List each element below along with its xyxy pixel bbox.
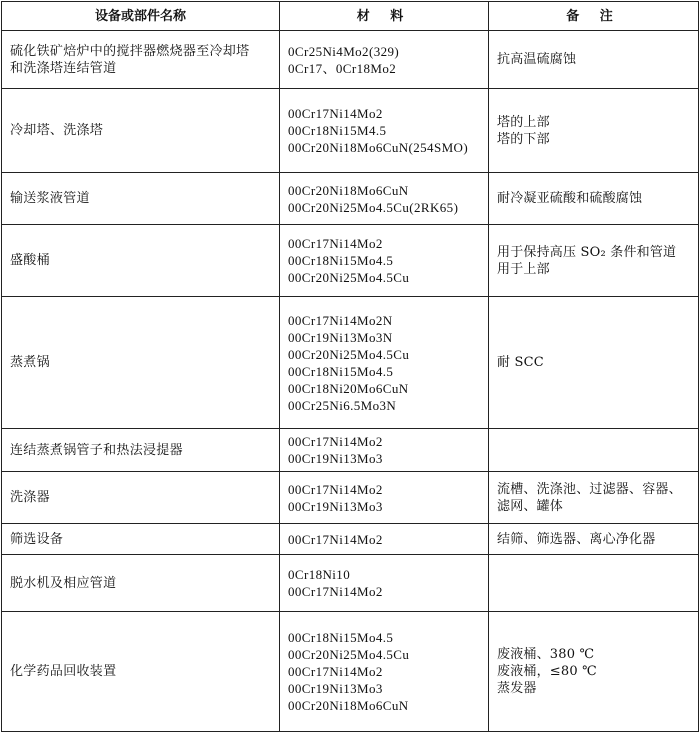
equipment-name-cell bbox=[2, 429, 280, 472]
material-cell-line: 00Cr20Ni18Mo6CuN bbox=[288, 182, 409, 198]
table-row bbox=[2, 31, 699, 89]
note-cell-line: 废液桶，≤80 ℃ bbox=[497, 664, 597, 679]
equipment-name-cell-line: 洗涤器 bbox=[10, 490, 50, 505]
note-cell bbox=[489, 89, 699, 173]
table-row bbox=[2, 297, 699, 429]
equipment-name-cell bbox=[2, 297, 280, 429]
materials-table bbox=[1, 1, 699, 732]
equipment-name-cell bbox=[2, 472, 280, 524]
note-cell bbox=[489, 173, 699, 225]
note-cell-line: 耐 SCC bbox=[497, 355, 544, 370]
material-cell bbox=[280, 173, 489, 225]
note-cell bbox=[489, 429, 699, 472]
note-cell-line: 结筛、筛选器、离心净化器 bbox=[497, 531, 656, 547]
header-row bbox=[2, 2, 699, 31]
material-cell-line: 00Cr20Ni25Mo4.5Cu bbox=[288, 270, 410, 285]
material-cell-line: 00Cr18Ni15Mo4.5 bbox=[288, 253, 394, 268]
note-cell bbox=[489, 225, 699, 297]
material-cell bbox=[280, 89, 489, 173]
equipment-name-cell-line: 冷却塔、洗涤塔 bbox=[10, 123, 104, 138]
material-cell-line: 0Cr18Ni10 bbox=[288, 567, 351, 582]
equipment-name-cell bbox=[2, 173, 280, 225]
material-cell-line: 00Cr17Ni14Mo2 bbox=[288, 106, 383, 121]
note-cell bbox=[489, 524, 699, 555]
material-cell bbox=[280, 524, 489, 555]
note-cell-line: 蒸发器 bbox=[497, 681, 537, 696]
material-cell-line: 00Cr17Ni14Mo2N bbox=[288, 312, 393, 328]
equipment-name-cell bbox=[2, 555, 280, 612]
note-cell-line: 耐冷凝亚硫酸和硫酸腐蚀 bbox=[497, 191, 643, 206]
note-cell bbox=[489, 555, 699, 612]
note-cell-line: 用于上部 bbox=[497, 261, 550, 277]
table-row bbox=[2, 225, 699, 297]
table-row bbox=[2, 89, 699, 173]
equipment-name-cell bbox=[2, 31, 280, 89]
header-material: 材 料 bbox=[280, 2, 489, 31]
note-cell bbox=[489, 31, 699, 89]
material-cell-line: 00Cr25Ni6.5Mo3N bbox=[288, 397, 397, 413]
header-note: 备 注 bbox=[489, 2, 699, 31]
equipment-name-cell-line: 盛酸桶 bbox=[10, 253, 50, 268]
material-cell-line: 0Cr17、0Cr18Mo2 bbox=[288, 60, 397, 76]
material-cell-line: 00Cr18Ni15Mo4.5 bbox=[288, 363, 394, 379]
note-cell bbox=[489, 612, 699, 732]
material-cell bbox=[280, 612, 489, 732]
equipment-name-cell-line: 化学药品回收装置 bbox=[10, 664, 117, 679]
material-cell bbox=[280, 225, 489, 297]
equipment-name-cell-line: 筛选设备 bbox=[10, 531, 64, 547]
equipment-name-cell-line: 硫化铁矿焙炉中的搅拌器燃烧器至冷却塔 bbox=[10, 43, 250, 59]
material-cell-line: 00Cr17Ni14Mo2 bbox=[288, 531, 383, 547]
material-cell-line: 00Cr20Ni18Mo6CuN bbox=[288, 698, 409, 713]
equipment-name-cell-line: 蒸煮锅 bbox=[10, 355, 50, 370]
header-equipment-name: 设备或部件名称 bbox=[2, 2, 280, 31]
note-cell-line: 塔的上部 bbox=[497, 114, 550, 130]
equipment-name-cell-line: 脱水机及相应管道 bbox=[10, 575, 117, 591]
equipment-name-cell bbox=[2, 524, 280, 555]
material-cell-line: 00Cr20Ni25Mo4.5Cu bbox=[288, 647, 410, 662]
material-cell-line: 00Cr19Ni13Mo3 bbox=[288, 498, 383, 514]
material-cell bbox=[280, 31, 489, 89]
note-cell-line: 塔的下部 bbox=[497, 131, 550, 147]
equipment-name-cell bbox=[2, 225, 280, 297]
material-cell-line: 00Cr19Ni13Mo3 bbox=[288, 681, 383, 696]
material-cell-line: 00Cr20Ni18Mo6CuN(254SMO) bbox=[288, 140, 469, 155]
material-cell bbox=[280, 297, 489, 429]
equipment-name-cell-line: 和洗涤塔连结管道 bbox=[10, 60, 117, 76]
material-cell-line: 00Cr18Ni15M4.5 bbox=[288, 123, 387, 138]
equipment-name-cell-line: 连结蒸煮锅管子和热法浸提器 bbox=[10, 442, 183, 458]
material-cell-line: 00Cr18Ni20Mo6CuN bbox=[288, 380, 409, 396]
material-cell bbox=[280, 429, 489, 472]
table-row bbox=[2, 612, 699, 732]
material-cell bbox=[280, 472, 489, 524]
equipment-name-cell-line: 输送浆液管道 bbox=[10, 191, 90, 206]
note-cell-line: 废液桶、380 ℃ bbox=[497, 647, 595, 662]
material-cell-line: 00Cr17Ni14Mo2 bbox=[288, 584, 383, 599]
material-cell-line: 00Cr20Ni25Mo4.5Cu(2RK65) bbox=[288, 199, 459, 215]
note-cell-line: 抗高温硫腐蚀 bbox=[497, 52, 577, 67]
table-row bbox=[2, 524, 699, 555]
note-cell bbox=[489, 297, 699, 429]
material-cell-line: 00Cr20Ni25Mo4.5Cu bbox=[288, 346, 410, 362]
note-cell-line: 流槽、洗涤池、过滤器、容器、滤网、罐体 bbox=[497, 481, 682, 514]
table-row bbox=[2, 472, 699, 524]
table-row bbox=[2, 429, 699, 472]
material-cell-line: 00Cr17Ni14Mo2 bbox=[288, 481, 383, 497]
material-cell-line: 00Cr19Ni13Mo3N bbox=[288, 329, 393, 345]
material-cell-line: 00Cr17Ni14Mo2 bbox=[288, 434, 383, 449]
material-cell-line: 00Cr18Ni15Mo4.5 bbox=[288, 630, 394, 645]
material-cell-line: 00Cr19Ni13Mo3 bbox=[288, 451, 383, 466]
note-cell bbox=[489, 472, 699, 524]
equipment-name-cell bbox=[2, 612, 280, 732]
material-cell bbox=[280, 555, 489, 612]
table-row bbox=[2, 173, 699, 225]
note-cell-line: 用于保持高压 SO₂ 条件和管道 bbox=[497, 244, 677, 260]
material-cell-line: 0Cr25Ni4Mo2(329) bbox=[288, 43, 400, 59]
table-row bbox=[2, 555, 699, 612]
material-cell-line: 00Cr17Ni14Mo2 bbox=[288, 664, 383, 679]
material-cell-line: 00Cr17Ni14Mo2 bbox=[288, 236, 383, 251]
equipment-name-cell bbox=[2, 89, 280, 173]
